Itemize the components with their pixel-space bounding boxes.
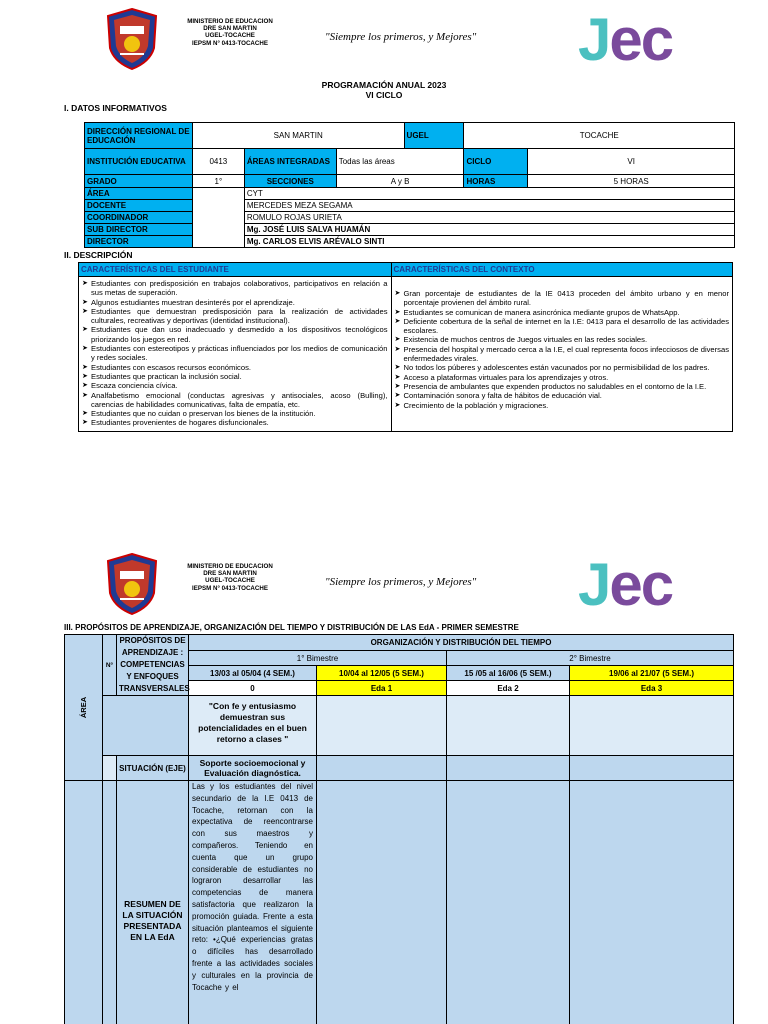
student-characteristic-item: ➤ Estudiantes que demuestran predisposición para la realización de actividades culturales, recreativas y deportivas (identidad institucional).: [82, 307, 388, 326]
period-1: 13/03 al 05/04 (4 SEM.): [189, 666, 317, 681]
motto: "Siempre los primeros, y Mejores": [325, 31, 477, 43]
context-characteristic-item: ➤ Existencia de muchos centros de Juegos virtuales en las redes sociales.: [395, 335, 729, 344]
subdirector-label: SUB DIRECTOR: [85, 224, 193, 236]
context-characteristic-item: ➤ Gran porcentaje de estudiantes de la IE 0413 proceden del ámbito urbano y en menor porcentaje provienen del ámbito rural.: [395, 289, 729, 308]
context-characteristic-item: ➤ Acceso a plataformas virtuales para los aprendizajes y otros.: [395, 373, 729, 382]
period-3: 15 /05 al 16/06 (5 SEM.): [447, 666, 570, 681]
jec-logo: Jec: [578, 6, 673, 73]
context-characteristics-list: [395, 289, 729, 410]
ministry-line: UGEL-TOCACHE: [205, 32, 255, 40]
eda-2: Eda 2: [447, 681, 570, 696]
datos-informativos-table: [84, 122, 735, 248]
school-shield-icon: [106, 8, 158, 70]
context-characteristic-item: ➤ Presencia de ambulantes que expenden productos no saludables en el contorno de la I.E.: [395, 382, 729, 391]
bimestre-2-header: 2° Bimestre: [447, 651, 734, 666]
subdirector-value: Mg. JOSÉ LUIS SALVA HUAMÁN: [244, 224, 734, 236]
coordinador-value: ROMULO ROJAS URIETA: [244, 212, 734, 224]
area-column-label: [65, 635, 103, 781]
ugel-value: TOCACHE: [464, 123, 735, 149]
secciones-label: SECCIONES: [244, 175, 336, 188]
area-vertical-text: ÁREA: [79, 696, 88, 719]
title-line-1: PROGRAMACIÓN ANUAL 2023: [321, 80, 447, 90]
grado-value: 1°: [192, 175, 244, 188]
student-characteristic-item: ➤ Estudiantes que practican la inclusión social.: [82, 372, 388, 381]
student-characteristics-header: CARACTERÍSTICAS DEL ESTUDIANTE: [79, 263, 392, 277]
student-characteristics-list: [82, 279, 388, 428]
page-header-1: [0, 0, 768, 80]
bimestre-1-header: 1° Bimestre: [189, 651, 447, 666]
student-characteristic-item: ➤ Estudiantes con escasos recursos económicos.: [82, 363, 388, 372]
situacion-value: Soporte socioemocional y Evaluación diagnóstica.: [189, 756, 317, 781]
organizacion-header: ORGANIZACIÓN Y DISTRIBUCIÓN DEL TIEMPO: [189, 635, 734, 651]
n-label: N°: [103, 635, 117, 696]
ciclo-value: VI: [528, 149, 735, 175]
propositos-label: PROPÓSITOS DE APRENDIZAJE : COMPETENCIAS Y ENFOQUES TRANSVERSALES: [117, 635, 189, 696]
section-1-heading: I. DATOS INFORMATIVOS: [64, 103, 167, 113]
eda-1: Eda 1: [317, 681, 447, 696]
propositos-table: [64, 634, 734, 1024]
student-characteristic-item: ➤ Escaza conciencia cívica.: [82, 381, 388, 390]
context-characteristic-item: ➤ No todos los púberes y adolescentes están vacunados por no permisibilidad de los padres.: [395, 363, 729, 372]
ie-label: INSTITUCIÓN EDUCATIVA: [85, 149, 193, 175]
horas-value: 5 HORAS: [528, 175, 735, 188]
context-characteristic-item: ➤ Estudiantes se comunican de manera asincrónica mediante grupos de WhatsApp.: [395, 308, 729, 317]
ministry-line: IEPSM N° 0413-TOCACHE: [192, 584, 268, 592]
quote-cell: "Con fe y entusiasmo demuestran sus potencialidades en el buen retorno a clases ": [189, 696, 317, 756]
coordinador-label: COORDINADOR: [85, 212, 193, 224]
horas-label: HORAS: [464, 175, 528, 188]
docente-value: MERCEDES MEZA SEGAMA: [244, 200, 734, 212]
context-characteristic-item: ➤ Crecimiento de la población y migraciones.: [395, 401, 729, 410]
ministry-line: DRE SAN MARTIN: [203, 25, 257, 33]
areas-label: ÁREAS INTEGRADAS: [244, 149, 336, 175]
areas-value: Todas las áreas: [336, 149, 464, 175]
eda-0: 0: [189, 681, 317, 696]
student-characteristic-item: ➤ Analfabetismo emocional (conductas agresivas y antisociales, acoso (Bulling), carencias de habilidades comunicativas, falta de empatía, etc.: [82, 391, 388, 410]
ministry-block: [175, 563, 285, 592]
period-4: 19/06 al 21/07 (5 SEM.): [570, 666, 734, 681]
context-characteristic-item: ➤ Deficiente cobertura de la señal de internet en la I.E: 0413 para el desarrollo de las actividades escolares.: [395, 317, 729, 336]
page-header-2: [0, 545, 768, 625]
student-characteristic-item: ➤ Estudiantes con estereotipos y prácticas influenciados por los medios de comunicación y redes sociales.: [82, 344, 388, 363]
ministry-line: UGEL-TOCACHE: [205, 577, 255, 585]
motto: "Siempre los primeros, y Mejores": [325, 576, 477, 588]
secciones-value: A y B: [336, 175, 464, 188]
eda-3: Eda 3: [570, 681, 734, 696]
descripcion-table: [78, 262, 733, 432]
school-shield-icon: [106, 553, 158, 615]
title-line-2: VI CICLO: [365, 90, 403, 100]
student-characteristic-item: ➤ Algunos estudiantes muestran desinterés por el aprendizaje.: [82, 298, 388, 307]
ministry-line: DRE SAN MARTIN: [203, 570, 257, 578]
director-label: DIRECTOR: [85, 236, 193, 248]
area-value: CYT: [244, 188, 734, 200]
area-label: ÁREA: [85, 188, 193, 200]
student-characteristic-item: ➤ Estudiantes que dan uso inadecuado y desmedido a los dispositivos tecnológicos priorizando los juegos en red.: [82, 325, 388, 344]
ie-value: 0413: [192, 149, 244, 175]
ministry-line: IEPSM N° 0413-TOCACHE: [192, 39, 268, 47]
period-2: 10/04 al 12/05 (5 SEM.): [317, 666, 447, 681]
student-characteristic-item: ➤ Estudiantes provenientes de hogares disfuncionales.: [82, 418, 388, 427]
section-2-heading: II. DESCRIPCIÓN: [64, 250, 133, 260]
ugel-label: UGEL: [404, 123, 464, 149]
context-characteristic-item: ➤ Presencia del hospital y mercado cerca a la I.E, el cual representa focos infecciosos de diversas enfermedades virales.: [395, 345, 729, 364]
section-3-heading: III. PROPÓSITOS DE APRENDIZAJE, ORGANIZACIÓN DEL TIEMPO Y DISTRIBUCIÓN DE LAS EdA - PRIMER SEMESTRE: [64, 623, 519, 632]
dre-value: SAN MARTIN: [192, 123, 404, 149]
ministry-block: [175, 18, 285, 47]
director-value: Mg. CARLOS ELVIS ARÉVALO SINTI: [244, 236, 734, 248]
jec-logo: Jec: [578, 551, 673, 618]
resumen-label: RESUMEN DE LA SITUACIÓN PRESENTADA EN LA EdA: [117, 781, 189, 1024]
student-characteristic-item: ➤ Estudiantes con predisposición en trabajos colaborativos, participativos en relación a sus metas de superación.: [82, 279, 388, 298]
ciclo-label: CICLO: [464, 149, 528, 175]
ministry-line: MINISTERIO DE EDUCACION: [187, 563, 273, 570]
ministry-line: MINISTERIO DE EDUCACION: [187, 18, 273, 25]
resumen-text: Las y los estudiantes del nivel secundario de la I.E 0413 de Tocache, retornan con la expectativa de reencontrarse con sus maestros y compañeros. Teniendo en cuenta que un grupo considerable de estudiantes no lograron desarrollar las competencias de manera satisfactoria que realizaron la promoción guiada. Frente a esta situación planteamos el siguiente reto: •¿Qué experiencias gratas o difíciles has desarrollado frente a las actividades sociales y culturales en la provincia de Tocache y el: [189, 781, 317, 1024]
document-title: [0, 80, 768, 100]
student-characteristic-item: ➤ Estudiantes que no cuidan o preservan los bienes de la institución.: [82, 409, 388, 418]
context-characteristics-header: CARACTERÍSTICAS DEL CONTEXTO: [391, 263, 732, 277]
dre-label: DIRECCIÓN REGIONAL DE EDUCACIÓN: [85, 123, 193, 149]
context-characteristic-item: ➤ Contaminación sonora y falta de hábitos de educación vial.: [395, 391, 729, 400]
docente-label: DOCENTE: [85, 200, 193, 212]
grado-label: GRADO: [85, 175, 193, 188]
situacion-label: SITUACIÓN (EJE): [117, 756, 189, 781]
